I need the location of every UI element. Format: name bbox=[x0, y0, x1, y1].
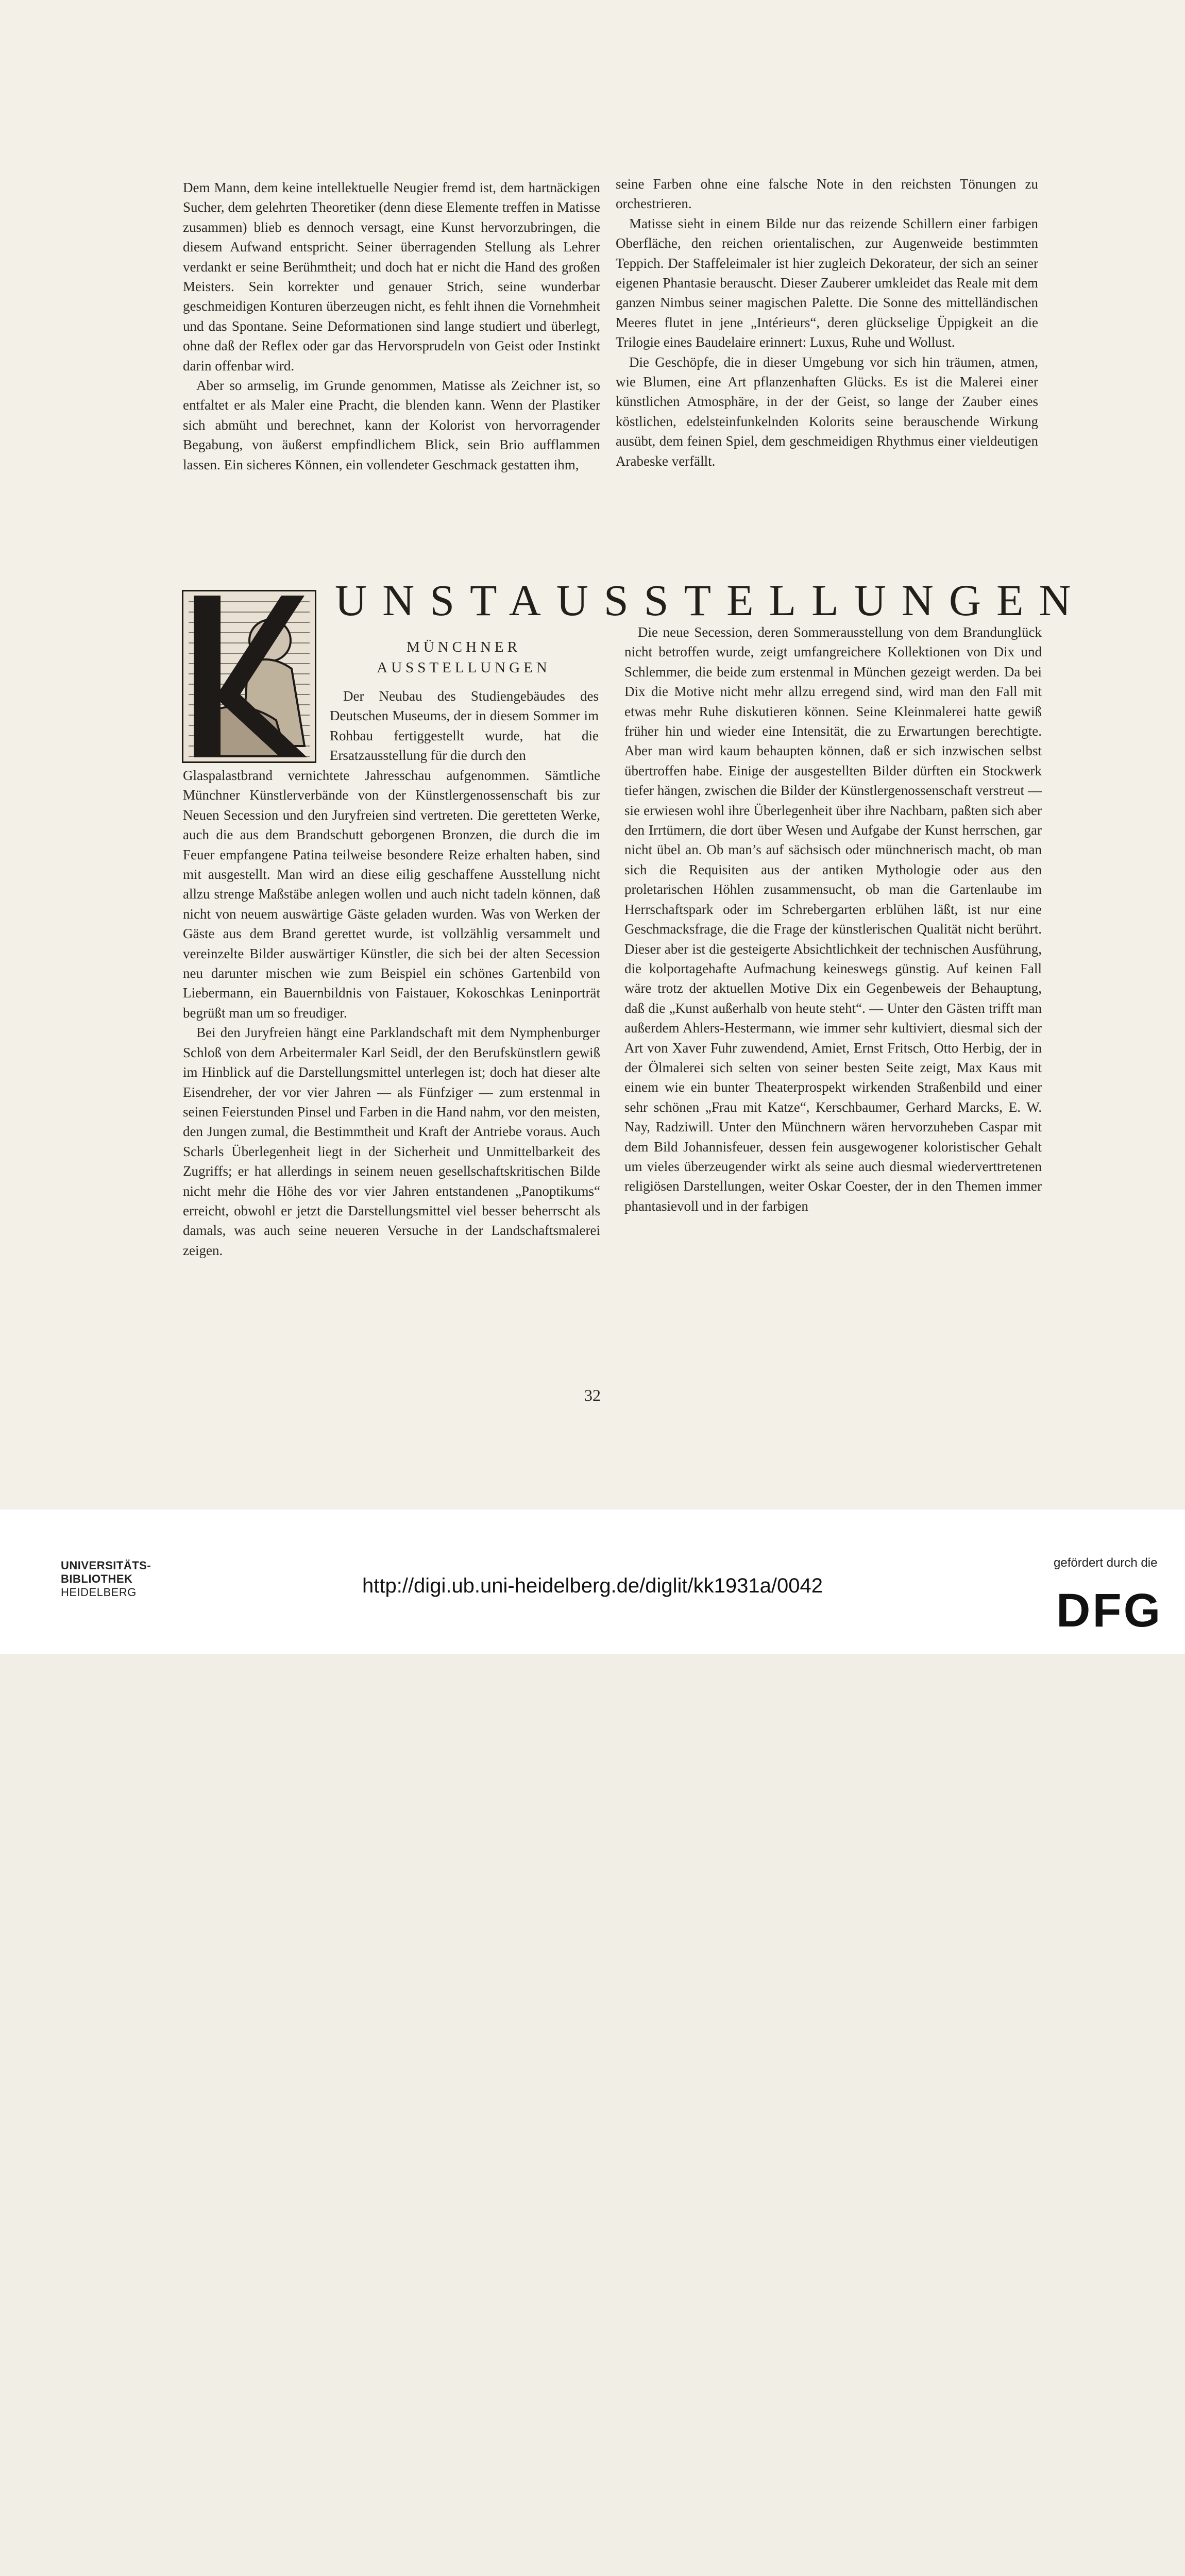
paragraph: Bei den Juryfreien hängt eine Parklandschaft mit dem Nymphenburger Schloß von dem Arbeitermaler Karl Seidl, der den Berufskünstlern gewiß im Hinblick auf die Darstellungsmittel unterlegen ist; doch hat dieser alte Eisendreher, der vor vier Jahren — als Fünfziger — zum erstenmal in seinen Feierstunden Pinsel und Farben in die Hand nahm, vor den meisten, den Jungen zumal, die Bestimmtheit und Kraft der Antriebe voraus. Auch Scharls Überlegenheit liegt in der Sicherheit und Unmittelbarkeit des Zugriffs; er hat allerdings in seinem neuen gesellschaftskritischen Bilde nicht mehr die Höhe des vor vier Jahren entstandenen „Panoptikums“ erreicht, obwohl er jetzt die Darstellungsmittel viel besser beherrscht als damals, was auch seine neueren Versuche in der Landschaftsmalerei zeigen. bbox=[183, 1025, 600, 1258]
subheading-line-2: AUSSTELLUNGEN bbox=[377, 659, 551, 676]
paragraph: Der Neubau des Studiengebäudes des Deutschen Museums, der in diesem Sommer im Rohbau fertiggestellt wurde, hat die Ersatzausstellung für die durch den bbox=[330, 688, 599, 764]
woodcut-illustration bbox=[183, 591, 315, 761]
section-headline: UNSTAUSSTELLUNGEN bbox=[335, 575, 1087, 625]
paragraph: Die Geschöpfe, die in dieser Umgebung vor sich hin träumen, atmen, wie Blumen, eine Art pflanzenhaften Glücks. Es ist die Malerei einer künstlichen Atmosphäre, in der der Geist, so lange der Zauber eines köstlichen, edelsteinfunkelnden Kolorits seine berauschende Wirkung ausübt, dem feinen Spiel, dem geschmeidigen Rhythmus einer vieldeutigen Arabeske verfällt. bbox=[616, 354, 1038, 469]
article-column-bottom-right bbox=[624, 622, 1042, 1216]
permalink[interactable]: http://digi.ub.uni-heidelberg.de/diglit/kk1931a/0042 bbox=[362, 1574, 823, 1597]
article-column-bottom-left bbox=[183, 766, 600, 1260]
paragraph: Matisse sieht in einem Bilde nur das reizende Schillern einer farbigen Oberfläche, den reichen orientalischen, zur Augenweide bestimmten Teppich. Der Staffeleimaler ist hier zugleich Dekorateur, der sich an seiner eigenen Phantasie berauscht. Dieser Zauberer umkleidet das Reale mit dem ganzen Nimbus seiner magischen Palette. Die Sonne des mittelländischen Meeres flutet in jene „Intérieurs“, deren glückselige Üppigkeit an die Trilogie eines Baudelaire erinnert: Luxus, Ruhe und Wollust. bbox=[616, 215, 1038, 350]
sponsor-caption: gefördert durch die bbox=[1054, 1556, 1158, 1570]
decorated-initial-k bbox=[182, 590, 316, 763]
paragraph: Aber so armselig, im Grunde genommen, Matisse als Zeichner ist, so entfaltet er als Maler eine Pracht, die blenden kann. Wenn der Plastiker sich abmüht und berechnet, kann der Kolorist von hervorragender Begabung, von äußerst empfindlichem Blick, sein Brio aufflammen lassen. Ein sicheres Können, ein vollendeter Geschmack gestatten ihm, bbox=[183, 378, 600, 472]
article-column-top-right bbox=[616, 174, 1038, 471]
library-name-line: HEIDELBERG bbox=[61, 1586, 137, 1599]
paragraph: Die neue Secession, deren Sommerausstellung von dem Brandunglück nicht betroffen wurde, zeigt umfangreichere Kollektionen von Dix und Schlemmer, die beide zum erstenmal in München gezeigt werden. Da bei Dix die Motive nicht mehr allzu erregend sind, wird man den Fall mit etwas mehr Ruhe diskutieren können. Seine Kleinmalerei hatte gewiß früher hin und wieder eine Intensität, die zu Erwartungen berechtigte. Aber man wird kaum behaupten können, daß er sich inzwischen selbst übertroffen habe. Einige der ausgestellten Bilder dürften ein Stockwerk tiefer hängen, zwischen die Bilder der Künstlergenossenschaft verstreut — sie erwiesen wohl ihre Überlegenheit über ihre Nachbarn, paßten sich aber den Irrtümern, die dort über Wesen und Aufgabe der Kunst herrschen, gar nicht übel an. Ob man’s auf sächsisch oder münchnerisch macht, ob man sich die Requisiten aus der antiken Mythologie oder aus den proletarischen Höhlen zusammensucht, ob man die Gartenlaube im Herrschaftspark oder im Schrebergarten erblühen läßt, ist nur eine Geschmacksfrage, die die Frage der künstlerischen Qualität nicht berührt. Dieser aber ist die gesteigerte Absichtlichkeit der technischen Ausführung, die kolportagehafte Aufmachung keineswegs günstig. Auf keinen Fall wäre trotz der aktuellen Motive Dix ein Gegenbeweis der Behauptung, daß die „Kunst außerhalb von heute steht“. — Unter den Gästen trifft man außerdem Ahlers-Hestermann, wie immer sehr kultiviert, diesmal sich der Art von Xaver Fuhr zuwendend, Amiet, Ernst Fritsch, Otto Herbig, der in der Ölmalerei sich selten von seiner besten Seite zeigt, Max Kaus mit einem wie ein bunter Theaterprospekt wirkenden Straßenbild und einer sehr schönen „Frau mit Katze“, Kerschbaumer, Gerhard Marcks, E. W. Nay, Radziwill. Unter den Münchnern wären hervorzuheben Caspar mit dem Bild Johannisfeuer, dessen fein ausgewogener koloristischer Gehalt um vieles überzeugender wirkt als seine auch diesmal wiederverttretenen religiösen Darstellungen, weiter Oskar Coester, der in den Themen immer phantasievoll und in der farbigen bbox=[624, 624, 1042, 1214]
library-name-line: BIBLIOTHEK bbox=[61, 1572, 133, 1585]
paragraph: seine Farben ohne eine falsche Note in den reichsten Tönungen zu orchestrieren. bbox=[616, 176, 1038, 212]
page-number: 32 bbox=[584, 1386, 601, 1404]
article-intro bbox=[330, 686, 599, 766]
paragraph: Glaspalastbrand vernichtete Jahresschau aufgenommen. Sämtliche Münchner Künstlerverbände von der Künstlergenossenschaft bis zur Neuen Secession und den Juryfreien sind vertreten. Die geretteten Werke, auch die aus dem Brandschutt geborgenen Bronzen, die durch die im Feuer empfangene Patina teilweise besondere Reize erhalten haben, sind mit ausgestellt. Man wird an diese eilig geschaffene Ausstellung nicht allzu strenge Maßstäbe anlegen wollen und auch nicht tadeln können, daß nicht von neuem auswärtige Gäste geladen wurden. Was von Werken der Gäste aus dem Brand gerettet wurde, ist vollzählig versammelt und vereinzelte Bilder auswärtiger Künstler, die sich bei der alten Secession neu darunter mischen wie zum Beispiel ein schönes Gartenbild von Liebermann, ein Bauernbildnis von Faistauer, Kokoschkas Leninporträt begrüßt man um so freudiger. bbox=[183, 768, 600, 1021]
library-name-line: UNIVERSITÄTS- bbox=[61, 1559, 151, 1572]
subheading-line-1: MÜNCHNER bbox=[407, 639, 521, 655]
dfg-logo: DFG bbox=[1056, 1584, 1163, 1637]
article-column-top-left bbox=[183, 178, 600, 474]
paragraph: Dem Mann, dem keine intellektuelle Neugier fremd ist, dem hartnäckigen Sucher, dem gelehrten Theoretiker (denn diese Elemente treffen in Matisse zusammen) blieb es dennoch versagt, eine Kunst hervorzubringen, die diesem Aufwand entspricht. Seiner überragenden Stellung als Lehrer verdankt er seine Berühmtheit; und doch hat er nicht die Hand des großen Meisters. Sein korrekter und genauer Strich, seine wunderbar geschmeidigen Konturen überzeugen nicht, es fehlt ihnen die Vornehmheit und das Spontane. Seine Deformationen sind lange studiert und überlegt, ohne daß der Reflex oder gar das Hervorsprudeln von Geist oder Instinkt darin offenbar wird. bbox=[183, 180, 600, 374]
